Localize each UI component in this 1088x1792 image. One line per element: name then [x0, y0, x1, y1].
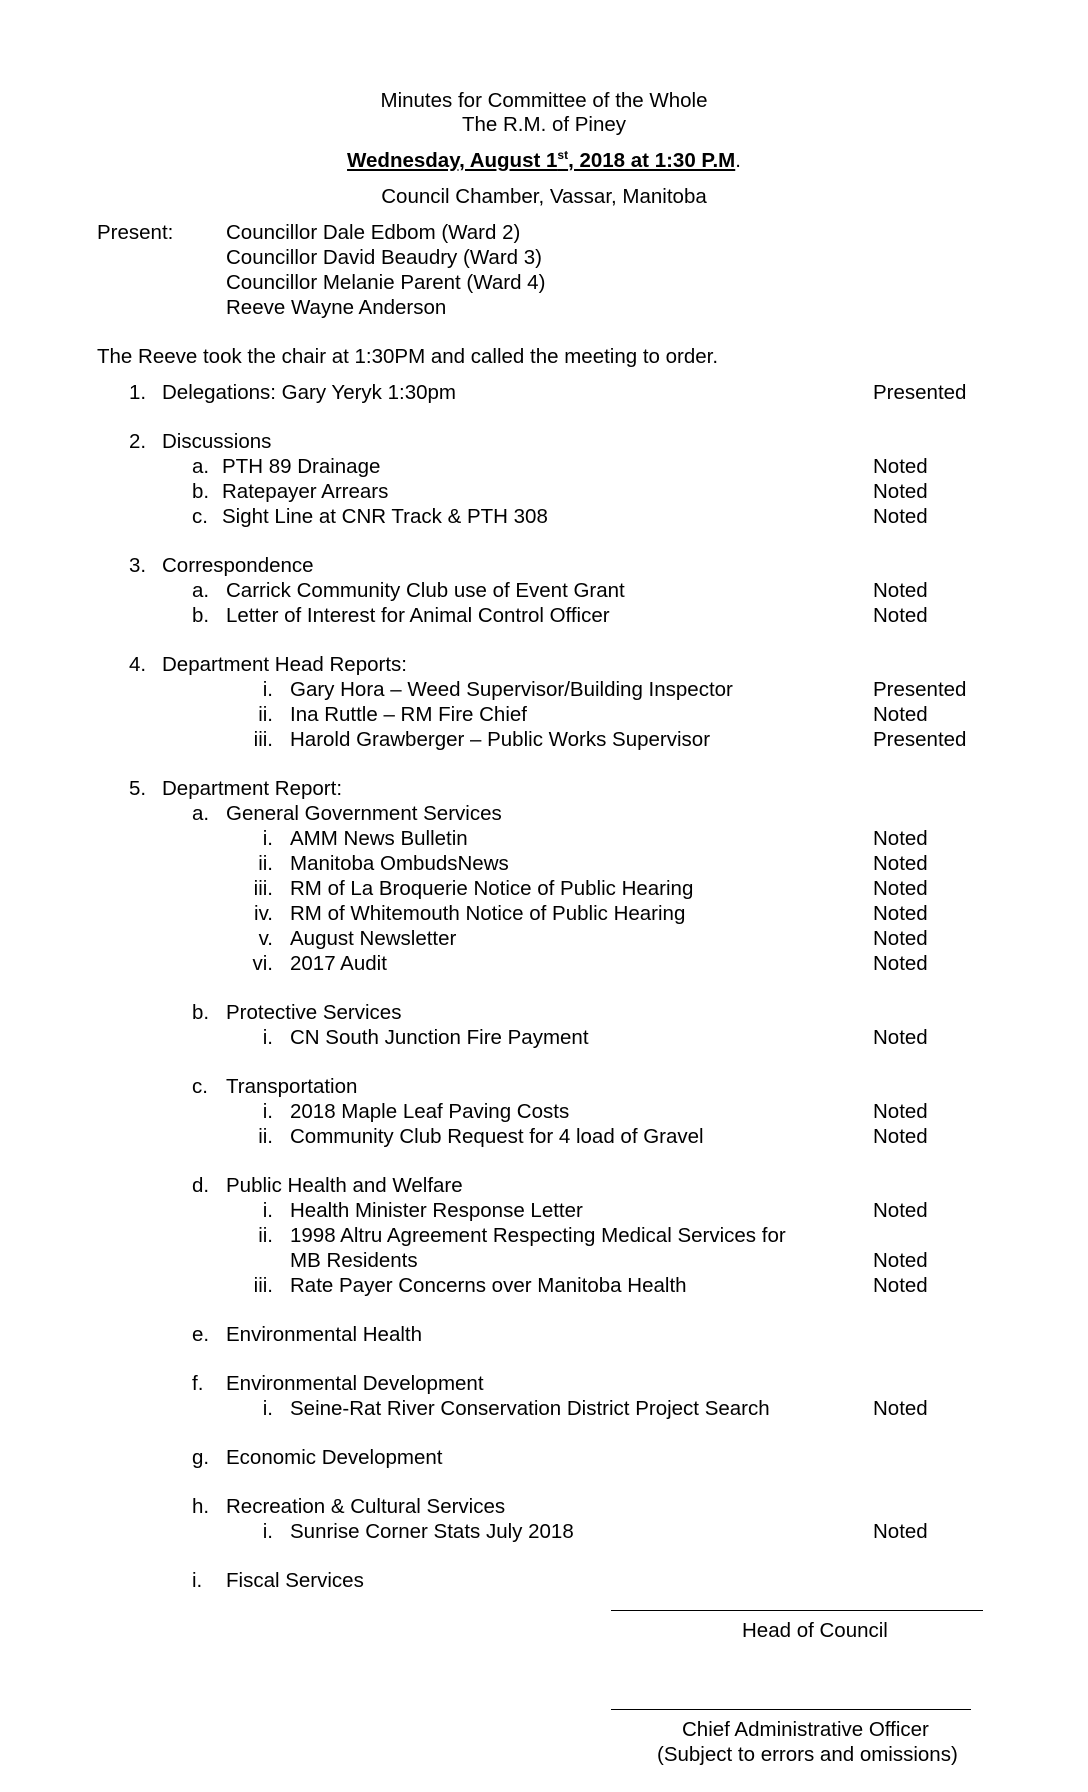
item-text: Department Head Reports:: [162, 653, 407, 676]
subitem-text: Sight Line at CNR Track & PTH 308: [222, 505, 548, 528]
signature-label-head: Head of Council: [742, 1619, 888, 1642]
item-number: 4.: [129, 653, 147, 676]
subitem-roman: i.: [262, 678, 273, 701]
agenda-subsubitem: [0, 901, 1088, 926]
subitem-letter: f.: [192, 1372, 204, 1395]
subitem-text: Letter of Interest for Animal Control Officer: [226, 604, 610, 627]
item-status: Noted: [873, 927, 928, 950]
item-status: Noted: [873, 1026, 928, 1049]
subitem-letter: a.: [192, 802, 210, 825]
subitem-roman: i.: [262, 1199, 273, 1222]
subitem-text: General Government Services: [226, 802, 502, 825]
signature-line-cao: [611, 1709, 971, 1710]
subitem-text: Sunrise Corner Stats July 2018: [290, 1520, 574, 1543]
item-status: Noted: [873, 1100, 928, 1123]
item-status: Noted: [873, 1199, 928, 1222]
subitem-letter: g.: [192, 1446, 210, 1469]
subitem-text: MB Residents: [290, 1249, 418, 1272]
agenda-subitem: [0, 479, 1088, 504]
agenda-subsubitem: [0, 851, 1088, 876]
subitem-text: CN South Junction Fire Payment: [290, 1026, 589, 1049]
subitem-letter: c.: [192, 505, 208, 528]
item-status: Presented: [873, 728, 967, 751]
agenda-subsubitem: [0, 1124, 1088, 1149]
item-status: Noted: [873, 852, 928, 875]
subitem-roman: ii.: [258, 852, 273, 875]
subitem-text: Carrick Community Club use of Event Grant: [226, 579, 625, 602]
item-status: Noted: [873, 1397, 928, 1420]
agenda-subsubitem: [0, 1273, 1088, 1298]
item-number: 2.: [129, 430, 147, 453]
document-title: Minutes for Committee of the Whole: [380, 89, 708, 112]
subitem-text: Recreation & Cultural Services: [226, 1495, 506, 1518]
subitem-text: Manitoba OmbudsNews: [290, 852, 509, 875]
agenda-subsubitem: [0, 826, 1088, 851]
agenda-subitem: [0, 727, 1088, 752]
subitem-text: AMM News Bulletin: [290, 827, 468, 850]
agenda-item: [0, 429, 1088, 454]
subitem-text: RM of La Broquerie Notice of Public Hearing: [290, 877, 694, 900]
subitem-roman: ii.: [258, 703, 273, 726]
subitem-roman: i.: [262, 827, 273, 850]
agenda-subitem: [0, 578, 1088, 603]
agenda-subsubitem: [0, 1099, 1088, 1124]
subitem-text: Environmental Development: [226, 1372, 484, 1395]
item-number: 5.: [129, 777, 147, 800]
meeting-date: Wednesday, August 1st, 2018 at 1:30 P.M.: [347, 148, 741, 172]
meeting-location: Council Chamber, Vassar, Manitoba: [381, 185, 707, 208]
agenda-subitem: [0, 454, 1088, 479]
agenda-subsubitem: [0, 1223, 1088, 1248]
subitem-roman: iii.: [253, 877, 273, 900]
item-status: Noted: [873, 579, 928, 602]
subitem-text: Gary Hora – Weed Supervisor/Building Inspector: [290, 678, 733, 701]
agenda-subitem: [0, 504, 1088, 529]
agenda-subitem: [0, 603, 1088, 628]
item-status: Noted: [873, 952, 928, 975]
subitem-text: 2018 Maple Leaf Paving Costs: [290, 1100, 570, 1123]
subitem-text: Environmental Health: [226, 1323, 422, 1346]
subitem-text: Ina Ruttle – RM Fire Chief: [290, 703, 527, 726]
item-status: Noted: [873, 1249, 928, 1272]
subitem-roman: i.: [262, 1397, 273, 1420]
subitem-roman: i.: [262, 1100, 273, 1123]
present-member: Councillor David Beaudry (Ward 3): [226, 246, 542, 269]
subitem-roman: v.: [258, 927, 273, 950]
item-status: Noted: [873, 902, 928, 925]
present-member: Councillor Melanie Parent (Ward 4): [226, 271, 546, 294]
agenda-subitem: [0, 1371, 1088, 1396]
item-status: Noted: [873, 1520, 928, 1543]
subitem-text: Ratepayer Arrears: [222, 480, 389, 503]
agenda-subitem: [0, 1074, 1088, 1099]
subitem-roman: ii.: [258, 1224, 273, 1247]
signature-label-cao: Chief Administrative Officer: [682, 1718, 929, 1741]
item-status: Noted: [873, 877, 928, 900]
meeting-date-main: Wednesday, August 1st, 2018 at 1:30 P.M: [347, 148, 736, 172]
agenda-subsubitem: [0, 951, 1088, 976]
present-member: Councillor Dale Edbom (Ward 2): [226, 221, 521, 244]
agenda-subsubitem: [0, 876, 1088, 901]
subitem-letter: b.: [192, 480, 210, 503]
subitem-letter: d.: [192, 1174, 210, 1197]
subitem-roman: i.: [262, 1520, 273, 1543]
agenda-item: [0, 553, 1088, 578]
subitem-roman: i.: [262, 1026, 273, 1049]
subitem-letter: a.: [192, 455, 210, 478]
agenda-subitem: [0, 1494, 1088, 1519]
subitem-roman: iii.: [253, 1274, 273, 1297]
agenda-subsubitem: [0, 1519, 1088, 1544]
agenda-item: [0, 380, 1088, 405]
item-number: 3.: [129, 554, 147, 577]
item-status: Presented: [873, 678, 967, 701]
subitem-letter: i.: [192, 1569, 203, 1592]
subitem-letter: a.: [192, 579, 210, 602]
present-label: Present:: [97, 221, 174, 244]
signature-line-head: [611, 1610, 983, 1611]
item-text: Delegations: Gary Yeryk 1:30pm: [162, 381, 456, 404]
item-text: Correspondence: [162, 554, 314, 577]
agenda-subitem: [0, 1000, 1088, 1025]
subitem-roman: ii.: [258, 1125, 273, 1148]
subitem-roman: vi.: [252, 952, 273, 975]
subitem-text: Seine-Rat River Conservation District Project Search: [290, 1397, 770, 1420]
subitem-text: Harold Grawberger – Public Works Supervisor: [290, 728, 711, 751]
agenda-subitem: [0, 801, 1088, 826]
present-row: [0, 220, 1088, 245]
agenda-subsubitem-continued: [0, 1248, 1088, 1273]
agenda-subitem: [0, 1568, 1088, 1593]
agenda-subitem: [0, 702, 1088, 727]
subitem-roman: iii.: [253, 728, 273, 751]
subitem-letter: c.: [192, 1075, 208, 1098]
agenda-subsubitem: [0, 1198, 1088, 1223]
item-text: Discussions: [162, 430, 272, 453]
agenda-subitem: [0, 1445, 1088, 1470]
subitem-text: Fiscal Services: [226, 1569, 364, 1592]
subitem-roman: iv.: [254, 902, 273, 925]
subitem-text: Public Health and Welfare: [226, 1174, 463, 1197]
item-status: Noted: [873, 1274, 928, 1297]
subitem-text: Rate Payer Concerns over Manitoba Health: [290, 1274, 687, 1297]
item-status: Presented: [873, 381, 967, 404]
subitem-text: 2017 Audit: [290, 952, 387, 975]
municipality-name: The R.M. of Piney: [461, 113, 627, 136]
agenda-subitem: [0, 1322, 1088, 1347]
agenda-subitem: [0, 1173, 1088, 1198]
signature-note: (Subject to errors and omissions): [657, 1743, 958, 1766]
agenda-item: [0, 652, 1088, 677]
subitem-text: Economic Development: [226, 1446, 443, 1469]
subitem-text: Health Minister Response Letter: [290, 1199, 583, 1222]
subitem-letter: e.: [192, 1323, 210, 1346]
subitem-letter: b.: [192, 1001, 210, 1024]
subitem-text: Protective Services: [226, 1001, 402, 1024]
item-status: Noted: [873, 827, 928, 850]
item-number: 1.: [129, 381, 147, 404]
item-status: Noted: [873, 480, 928, 503]
subitem-letter: b.: [192, 604, 210, 627]
subitem-text: Community Club Request for 4 load of Gravel: [290, 1125, 704, 1148]
subitem-letter: h.: [192, 1495, 210, 1518]
agenda-subitem: [0, 677, 1088, 702]
subitem-text: 1998 Altru Agreement Respecting Medical Services for: [290, 1224, 786, 1247]
agenda-subsubitem: [0, 926, 1088, 951]
agenda-subsubitem: [0, 1396, 1088, 1421]
agenda-item: [0, 776, 1088, 801]
subitem-text: RM of Whitemouth Notice of Public Hearing: [290, 902, 686, 925]
present-member: Reeve Wayne Anderson: [226, 296, 447, 319]
intro-text: The Reeve took the chair at 1:30PM and called the meeting to order.: [97, 345, 719, 368]
subitem-text: PTH 89 Drainage: [222, 455, 381, 478]
item-status: Noted: [873, 604, 928, 627]
item-status: Noted: [873, 1125, 928, 1148]
agenda-subsubitem: [0, 1025, 1088, 1050]
item-status: Noted: [873, 505, 928, 528]
item-status: Noted: [873, 703, 928, 726]
subitem-text: Transportation: [226, 1075, 358, 1098]
item-text: Department Report:: [162, 777, 343, 800]
item-status: Noted: [873, 455, 928, 478]
subitem-text: August Newsletter: [290, 927, 457, 950]
